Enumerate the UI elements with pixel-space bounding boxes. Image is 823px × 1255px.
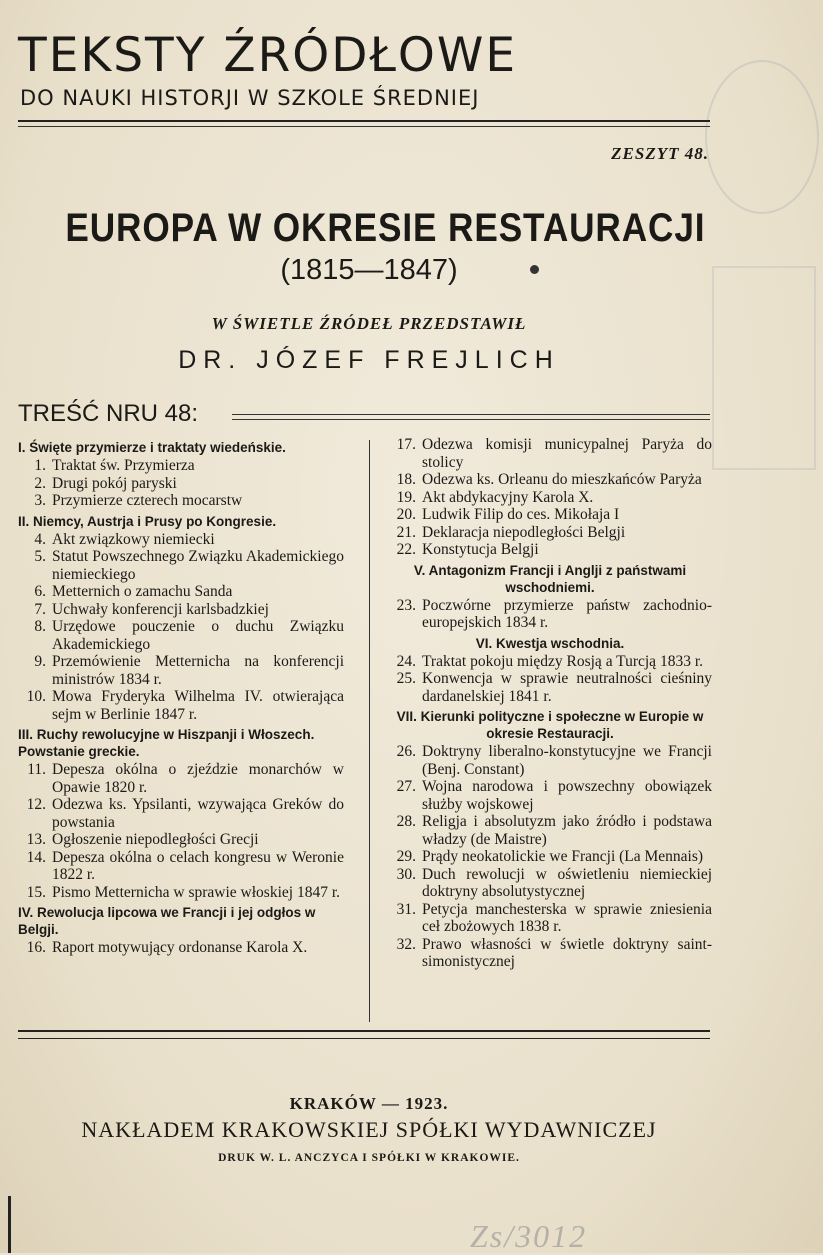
toc-rule: [232, 414, 710, 415]
toc-item: [388, 541, 712, 559]
toc-item-number: 21.: [396, 523, 416, 541]
toc-item: [18, 475, 344, 493]
toc-item: [388, 743, 712, 778]
toc-item-number: 28.: [396, 813, 416, 830]
toc-item-number: 14.: [26, 848, 46, 866]
toc-item-text: Ogłoszenie niepodległości Grecji: [52, 831, 259, 848]
toc-item: [388, 848, 712, 866]
toc-item-number: 24.: [396, 652, 416, 670]
footer-rule: [18, 1030, 710, 1032]
toc-item-number: 11.: [27, 761, 46, 778]
toc-item-text: Konstytucja Belgji: [422, 541, 539, 558]
toc-item-number: 5.: [34, 548, 46, 565]
handwritten-shelfmark: Zs/3012: [470, 1218, 588, 1254]
toc-item: [18, 939, 344, 957]
toc-item: [388, 506, 712, 524]
toc-item-number: 6.: [34, 583, 46, 600]
toc-section-heading: II. Niemcy, Austrja i Prusy po Kongresie.: [18, 513, 277, 529]
toc-right-column: [388, 436, 712, 971]
toc-item: [18, 618, 344, 653]
book-years: (1815—1847): [280, 254, 458, 286]
toc-item: [18, 531, 344, 549]
toc-item: [388, 901, 712, 936]
toc-item-number: 8.: [34, 618, 46, 635]
issue-label: ZESZYT 48.: [611, 144, 709, 163]
toc-item: [18, 653, 344, 688]
toc-item-text: Urzędowe pouczenie o duchu Związku Akademickiego: [52, 618, 344, 653]
toc-item: [18, 548, 344, 583]
toc-item-number: 12.: [26, 796, 46, 813]
toc-item-number: 27.: [396, 778, 416, 795]
toc-item-text: Przemówienie Metternicha na konferencji ministrów 1834 r.: [52, 653, 344, 688]
toc-label: TREŚĆ NRU 48:: [18, 400, 199, 427]
edited-by-line: W ŚWIETLE ŹRÓDEŁ PRZEDSTAWIŁ: [211, 314, 527, 333]
toc-item-number: 26.: [396, 743, 416, 760]
edge-mark: [8, 1196, 11, 1253]
toc-item-number: 23.: [396, 596, 416, 614]
toc-item-number: 18.: [396, 471, 416, 488]
toc-item-text: Raport motywujący ordonanse Karola X.: [52, 939, 308, 956]
toc-item-number: 10.: [26, 688, 46, 705]
imprint-printer: DRUK W. L. ANCZYCA I SPÓŁKI W KRAKOWIE.: [218, 1152, 520, 1164]
toc-item: [18, 492, 344, 510]
toc-item-number: 30.: [396, 865, 416, 883]
toc-item: [388, 936, 712, 971]
toc-item-number: 17.: [396, 436, 416, 453]
toc-item-text: Drugi pokój paryski: [52, 474, 177, 492]
toc-item: [388, 670, 712, 705]
toc-item-text: Odezwa ks. Orleanu do mieszkańców Paryża: [422, 471, 702, 488]
toc-item-number: 13.: [26, 831, 46, 848]
toc-item-text: Traktat pokoju między Rosją a Turcją 1833 r.: [422, 652, 703, 670]
toc-item-text: Traktat św. Przymierza: [52, 457, 195, 474]
toc-section-heading: VI. Kwestja wschodnia.: [475, 635, 625, 651]
toc-item-number: 15.: [26, 883, 46, 901]
toc-item: [18, 583, 344, 601]
toc-item-text: Akt abdykacyjny Karola X.: [422, 488, 594, 506]
library-stamp: [705, 60, 819, 214]
toc-item: [388, 653, 712, 671]
toc-item: [18, 796, 344, 831]
ornament-dot: [530, 265, 539, 274]
toc-item-text: Prawo własności w świetle doktryny saint-simonistycznej: [422, 935, 712, 970]
toc-item: [18, 688, 344, 723]
toc-item-number: 20.: [396, 506, 416, 523]
toc-item-number: 9.: [34, 653, 46, 670]
toc-item-number: 2.: [34, 474, 46, 492]
toc-item: [388, 813, 712, 848]
toc-item: [388, 778, 712, 813]
series-subtitle: DO NAUKI HISTORJI W SZKOLE ŚREDNIEJ: [20, 86, 480, 110]
toc-section-heading: IV. Rewolucja lipcowa we Francji i jej odgłos w Belgji.: [18, 905, 316, 937]
toc-item-text: Duch rewolucji w oświetleniu niemieckiej doktryny absolutystycznej: [422, 865, 712, 900]
toc-item: [388, 471, 712, 489]
header-rule: [18, 120, 710, 122]
toc-item-number: 1.: [34, 457, 46, 474]
toc-section-heading: III. Ruchy rewolucyjne w Hiszpanji i Włoszech. Powstanie greckie.: [18, 727, 315, 759]
toc-item: [388, 524, 712, 542]
toc-item-text: Uchwały konferencji karlsbadzkiej: [52, 600, 269, 618]
library-stamp-rect: [712, 266, 816, 470]
toc-item: [18, 849, 344, 884]
toc-item: [18, 601, 344, 619]
toc-section-heading: V. Antagonizm Francji i Anglji z państwami wschodniemi.: [413, 562, 687, 595]
toc-item-text: Odezwa komisji municypalnej Paryża do stolicy: [422, 436, 712, 471]
toc-item-number: 32.: [396, 935, 416, 953]
toc-item: [388, 866, 712, 901]
toc-item-text: Depesza okólna o zjeździe monarchów w Opawie 1820 r.: [52, 761, 344, 796]
toc-item-text: Prądy neokatolickie we Francji (La Mennais): [422, 848, 704, 865]
imprint-place-year: KRAKÓW — 1923.: [289, 1094, 449, 1113]
toc-item: [18, 831, 344, 849]
toc-item-number: 22.: [396, 541, 416, 558]
toc-left-column: [18, 436, 344, 957]
toc-item: [388, 597, 712, 632]
imprint-publisher: NAKŁADEM KRAKOWSKIEJ SPÓŁKI WYDAWNICZEJ: [81, 1117, 657, 1142]
book-title: EUROPA W OKRESIE RESTAURACJI: [65, 206, 706, 250]
toc-item-text: Konwencja w sprawie neutralności cieśniny dardanelskiej 1841 r.: [422, 670, 712, 705]
author-name: DR. JÓZEF FREJLICH: [178, 346, 560, 374]
toc-section-heading: VII. Kierunki polityczne i społeczne w Europie w okresie Restauracji.: [396, 709, 704, 741]
toc-item-number: 29.: [396, 848, 416, 865]
column-divider: [369, 440, 370, 1022]
toc-item-number: 19.: [396, 488, 416, 506]
toc-item-text: Przymierze czterech mocarstw: [52, 492, 243, 509]
toc-item-text: Depesza okólna o celach kongresu w Weronie 1822 r.: [52, 848, 344, 883]
toc-item-number: 16.: [26, 939, 46, 956]
toc-item-text: Doktryny liberalno-konstytucyjne we Francji (Benj. Constant): [422, 743, 712, 778]
toc-item: [18, 761, 344, 796]
toc-item-text: Metternich o zamachu Sanda: [52, 583, 233, 600]
toc-item-text: Akt związkowy niemiecki: [52, 530, 215, 548]
toc-item-number: 4.: [34, 530, 46, 548]
toc-section-heading: I. Święte przymierze i traktaty wiedeńskie.: [18, 440, 286, 455]
toc-item-text: Statut Powszechnego Związku Akademickiego niemieckiego: [52, 548, 344, 583]
toc-item-text: Mowa Fryderyka Wilhelma IV. otwierająca sejm w Berlinie 1847 r.: [52, 688, 344, 723]
toc-item: [388, 489, 712, 507]
toc-item: [388, 436, 712, 471]
toc-rule: [232, 419, 710, 420]
header-rule-thin: [18, 126, 710, 127]
toc-item-text: Wojna narodowa i powszechny obowiązek służby wojskowej: [422, 778, 712, 813]
toc-item: [18, 884, 344, 902]
toc-item-text: Odezwa ks. Ypsilanti, wzywająca Greków do powstania: [52, 796, 344, 831]
footer-rule-thin: [18, 1038, 710, 1039]
toc-item-number: 31.: [396, 900, 416, 918]
toc-item-text: Religja i absolutyzm jako źródło i podstawa władzy (de Maistre): [422, 813, 712, 848]
toc-item-number: 7.: [34, 600, 46, 618]
toc-item-text: Ludwik Filip do ces. Mikołaja I: [422, 506, 620, 523]
toc-item-text: Petycja manchesterska w sprawie zniesienia ceł zbożowych 1838 r.: [422, 900, 712, 935]
toc-item: [18, 457, 344, 475]
toc-item-text: Pismo Metternicha w sprawie włoskiej 1847 r.: [52, 883, 340, 901]
toc-item-text: Poczwórne przymierze państw zachodnio-europejskich 1834 r.: [422, 596, 712, 631]
series-title: TEKSTY ŹRÓDŁOWE: [18, 28, 518, 83]
toc-item-text: Deklaracja niepodległości Belgji: [422, 523, 626, 541]
toc-item-number: 25.: [396, 670, 416, 687]
toc-item-number: 3.: [34, 492, 46, 509]
